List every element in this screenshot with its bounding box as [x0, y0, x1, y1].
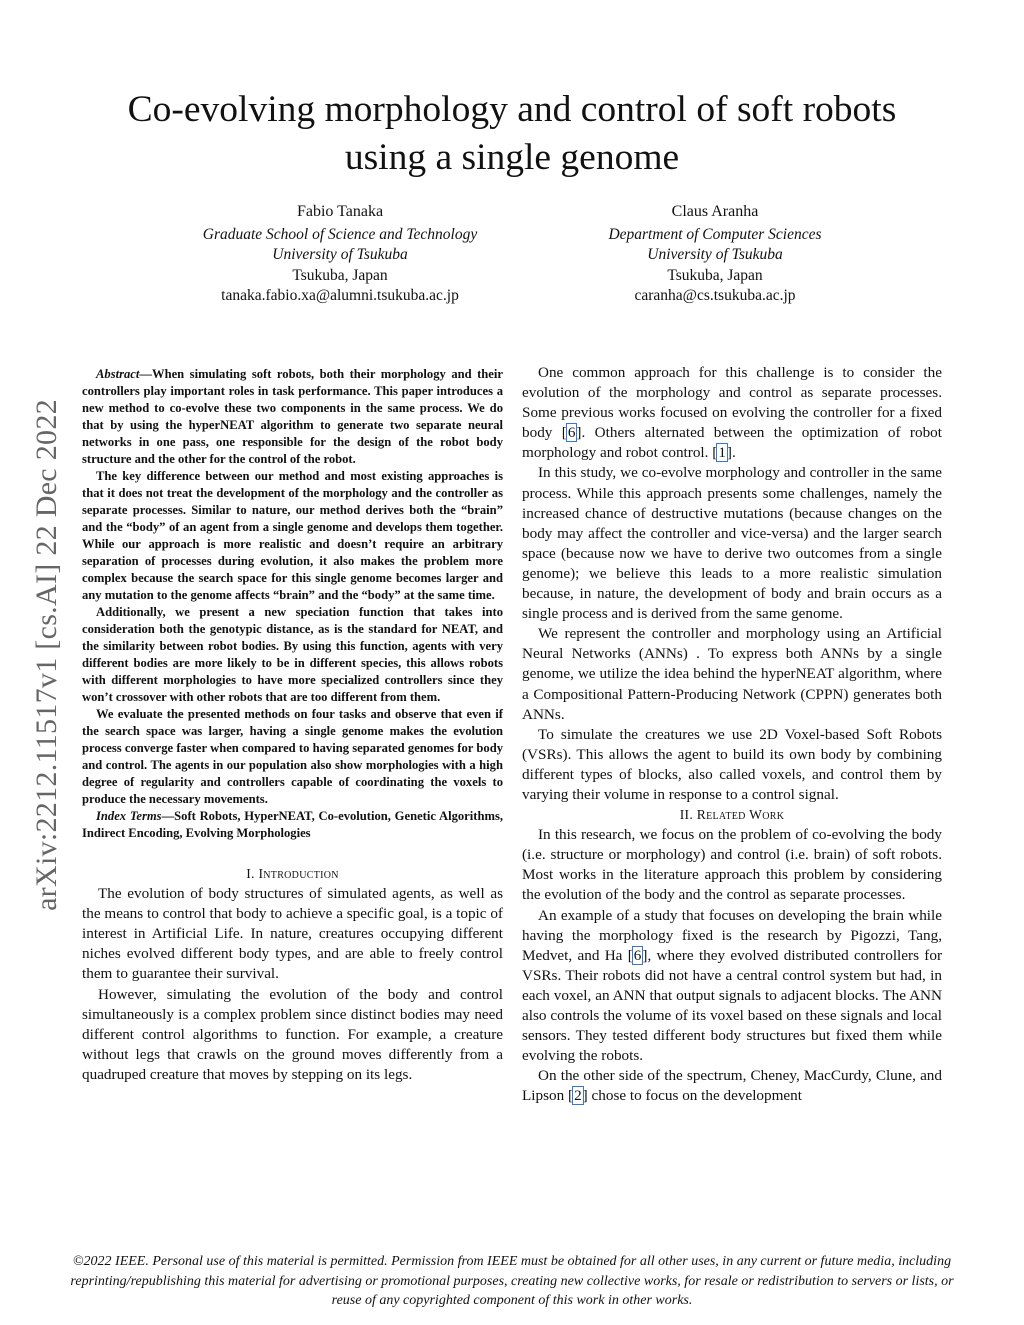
title-line-1: Co-evolving morphology and control of soft robots — [127, 89, 897, 130]
section-heading: I. Introduction — [246, 866, 339, 881]
author-university: University of Tsukuba — [272, 246, 408, 264]
body-paragraph: An example of a study that focuses on developing the brain while having the morphology fixed is the research by Pigozzi, Tang, Medvet, and Ha [6], where they evolved distributed controllers for VSRs. Their robots did not have a central control system but had, in each voxel, an ANN that output signals to adjacent blocks. The ANN also controls the volume of its voxel based on these signals and local sensors. They tested different body structures but fixed them while evolving the robots. — [522, 906, 942, 1065]
body-paragraph: On the other side of the spectrum, Cheney, MacCurdy, Clune, and Lipson [2] chose to focus on the development — [522, 1067, 942, 1105]
body-paragraph: We represent the controller and morphology using an Artificial Neural Networks (ANNs) . To express both ANNs by a single genome, we utilize the idea behind the hyperNEAT algorithm, where a Compositional Pattern-Producing Network (CPPN) generates both ANNs. — [522, 625, 942, 723]
author-university: University of Tsukuba — [647, 246, 783, 264]
body-paragraph: One common approach for this challenge is to consider the evolution of the morphology and control as separate processes. Some previous works focused on evolving the controller for a fixed body [6]. Others alternated between the optimization of robot morphology and robot control. [1]. — [522, 364, 942, 462]
citation-link[interactable]: 1 — [718, 444, 726, 462]
body-paragraph: The evolution of body structures of simulated agents, as well as the means to control that body to achieve a specific goal, is a topic of interest in Artificial Life. In nature, creatures occupying different niches evolved different body types, and are able to freely control them to guarantee their survival. — [82, 885, 503, 983]
author-block-2 — [515, 202, 915, 307]
abstract-label: Abstract — [96, 367, 140, 381]
author-city: Tsukuba, Japan — [667, 266, 763, 284]
author-department: Graduate School of Science and Technology — [202, 225, 478, 243]
author-department: Department of Computer Sciences — [608, 225, 822, 243]
abstract — [82, 366, 503, 842]
right-column — [522, 363, 942, 1106]
abstract-paragraph: Additionally, we present a new speciation function that takes into consideration both the genotypic distance, as is the standard for NEAT, and the similarity between robot bodies. By using this function, agents with very different bodies are more likely to be in different species, this allows robots with different morphologies to have more specialized controllers since they won’t crossover with other robots that are too different from them. — [82, 605, 503, 704]
abstract-paragraph: The key difference between our method and most existing approaches is that it does not treat the development of the morphology and the controller as separate processes. Similar to nature, our method derives both the “brain” and the “body” of an agent from a single genome and develops them together. While our approach is more realistic and doesn’t require an arbitrary separation of processes during evolution, it also makes the problem more complex because the search space for this single genome becomes larger and any mutation to the genome affects “brain” and the “body” at the same time. — [82, 469, 503, 602]
section-heading: II. Related Work — [679, 807, 785, 823]
author-city: Tsukuba, Japan — [292, 266, 388, 284]
body-paragraph: However, simulating the evolution of the body and control simultaneously is a complex problem since distinct bodies may need different control algorithms to function. For example, a creature without legs that crawls on the ground moves differently from a quadruped creature that moves by stepping on its legs. — [82, 985, 503, 1083]
introduction-section — [82, 864, 503, 1085]
citation-link[interactable]: 6 — [633, 946, 642, 964]
title-line-2: using a single genome — [344, 137, 680, 178]
copyright-footer: ©2022 IEEE. Personal use of this material is permitted. Permission from IEEE must be obtained for all other uses, in any current or future media, including reprinting/republishing this material for advertising or promotional purposes, creating new collective works, for resale or redistribution to servers or lists, or reuse of any copyrighted component of this work in other works. — [70, 1254, 954, 1308]
abstract-paragraph: Abstract—When simulating soft robots, both their morphology and their controllers play important roles in task performance. This paper introduces a new method to co-evolve these two components in the same process. We do that by using the hyperNEAT algorithm to generate two separate neural networks in one pass, one responsible for the design of the robot body structure and the other for the control of the robot. — [82, 367, 503, 466]
author-block-1 — [140, 202, 540, 307]
author-name: Fabio Tanaka — [296, 203, 384, 220]
arxiv-side-label: arXiv:2212.11517v1 [cs.AI] 22 Dec 2022 — [30, 399, 63, 911]
left-column — [82, 366, 503, 1085]
citation-link[interactable]: 6 — [567, 424, 576, 442]
author-email[interactable]: tanaka.fabio.xa@alumni.tsukuba.ac.jp — [221, 287, 459, 305]
index-terms-label: Index Terms — [96, 809, 162, 823]
body-paragraph: In this research, we focus on the problem of co-evolving the body (i.e. structure or morphology) and control (i.e. brain) of soft robots. Most works in the literature approach this problem by considering the evolution of the body and the control as separate processes. — [522, 826, 942, 904]
author-name: Claus Aranha — [671, 203, 759, 220]
abstract-paragraph: We evaluate the presented methods on four tasks and observe that even if the search space was larger, having a single genome makes the evolution process converge faster when compared to having separated genomes for body and control. The agents in our population also show morphologies with a high degree of regularity and controllers capable of coordinating the voxels to produce the necessary movements. — [82, 707, 503, 806]
index-terms: Index Terms—Soft Robots, HyperNEAT, Co-evolution, Genetic Algorithms, Indirect Encoding, Evolving Morphologies — [82, 809, 504, 840]
author-email[interactable]: caranha@cs.tsukuba.ac.jp — [634, 287, 796, 305]
body-paragraph: In this study, we co-evolve morphology and controller in the same process. While this approach presents some challenges, namely the increased chance of destructive mutations (because changes on the body may affect the controller and vice-versa) and the larger search space (because now we have to derive two outcomes from a single genome); we believe this leads to a more realistic simulation because, in nature, the development of body and brain occurs as a single process and is derived from the same genome. — [522, 464, 942, 623]
citation-link[interactable]: 2 — [574, 1087, 582, 1105]
body-paragraph: To simulate the creatures we use 2D Voxel-based Soft Robots (VSRs). This allows the agent to build its own body by combining different types of blocks, also called voxels, and control them by varying their volume in response to a control signal. — [522, 725, 942, 803]
paper-title — [60, 86, 964, 182]
